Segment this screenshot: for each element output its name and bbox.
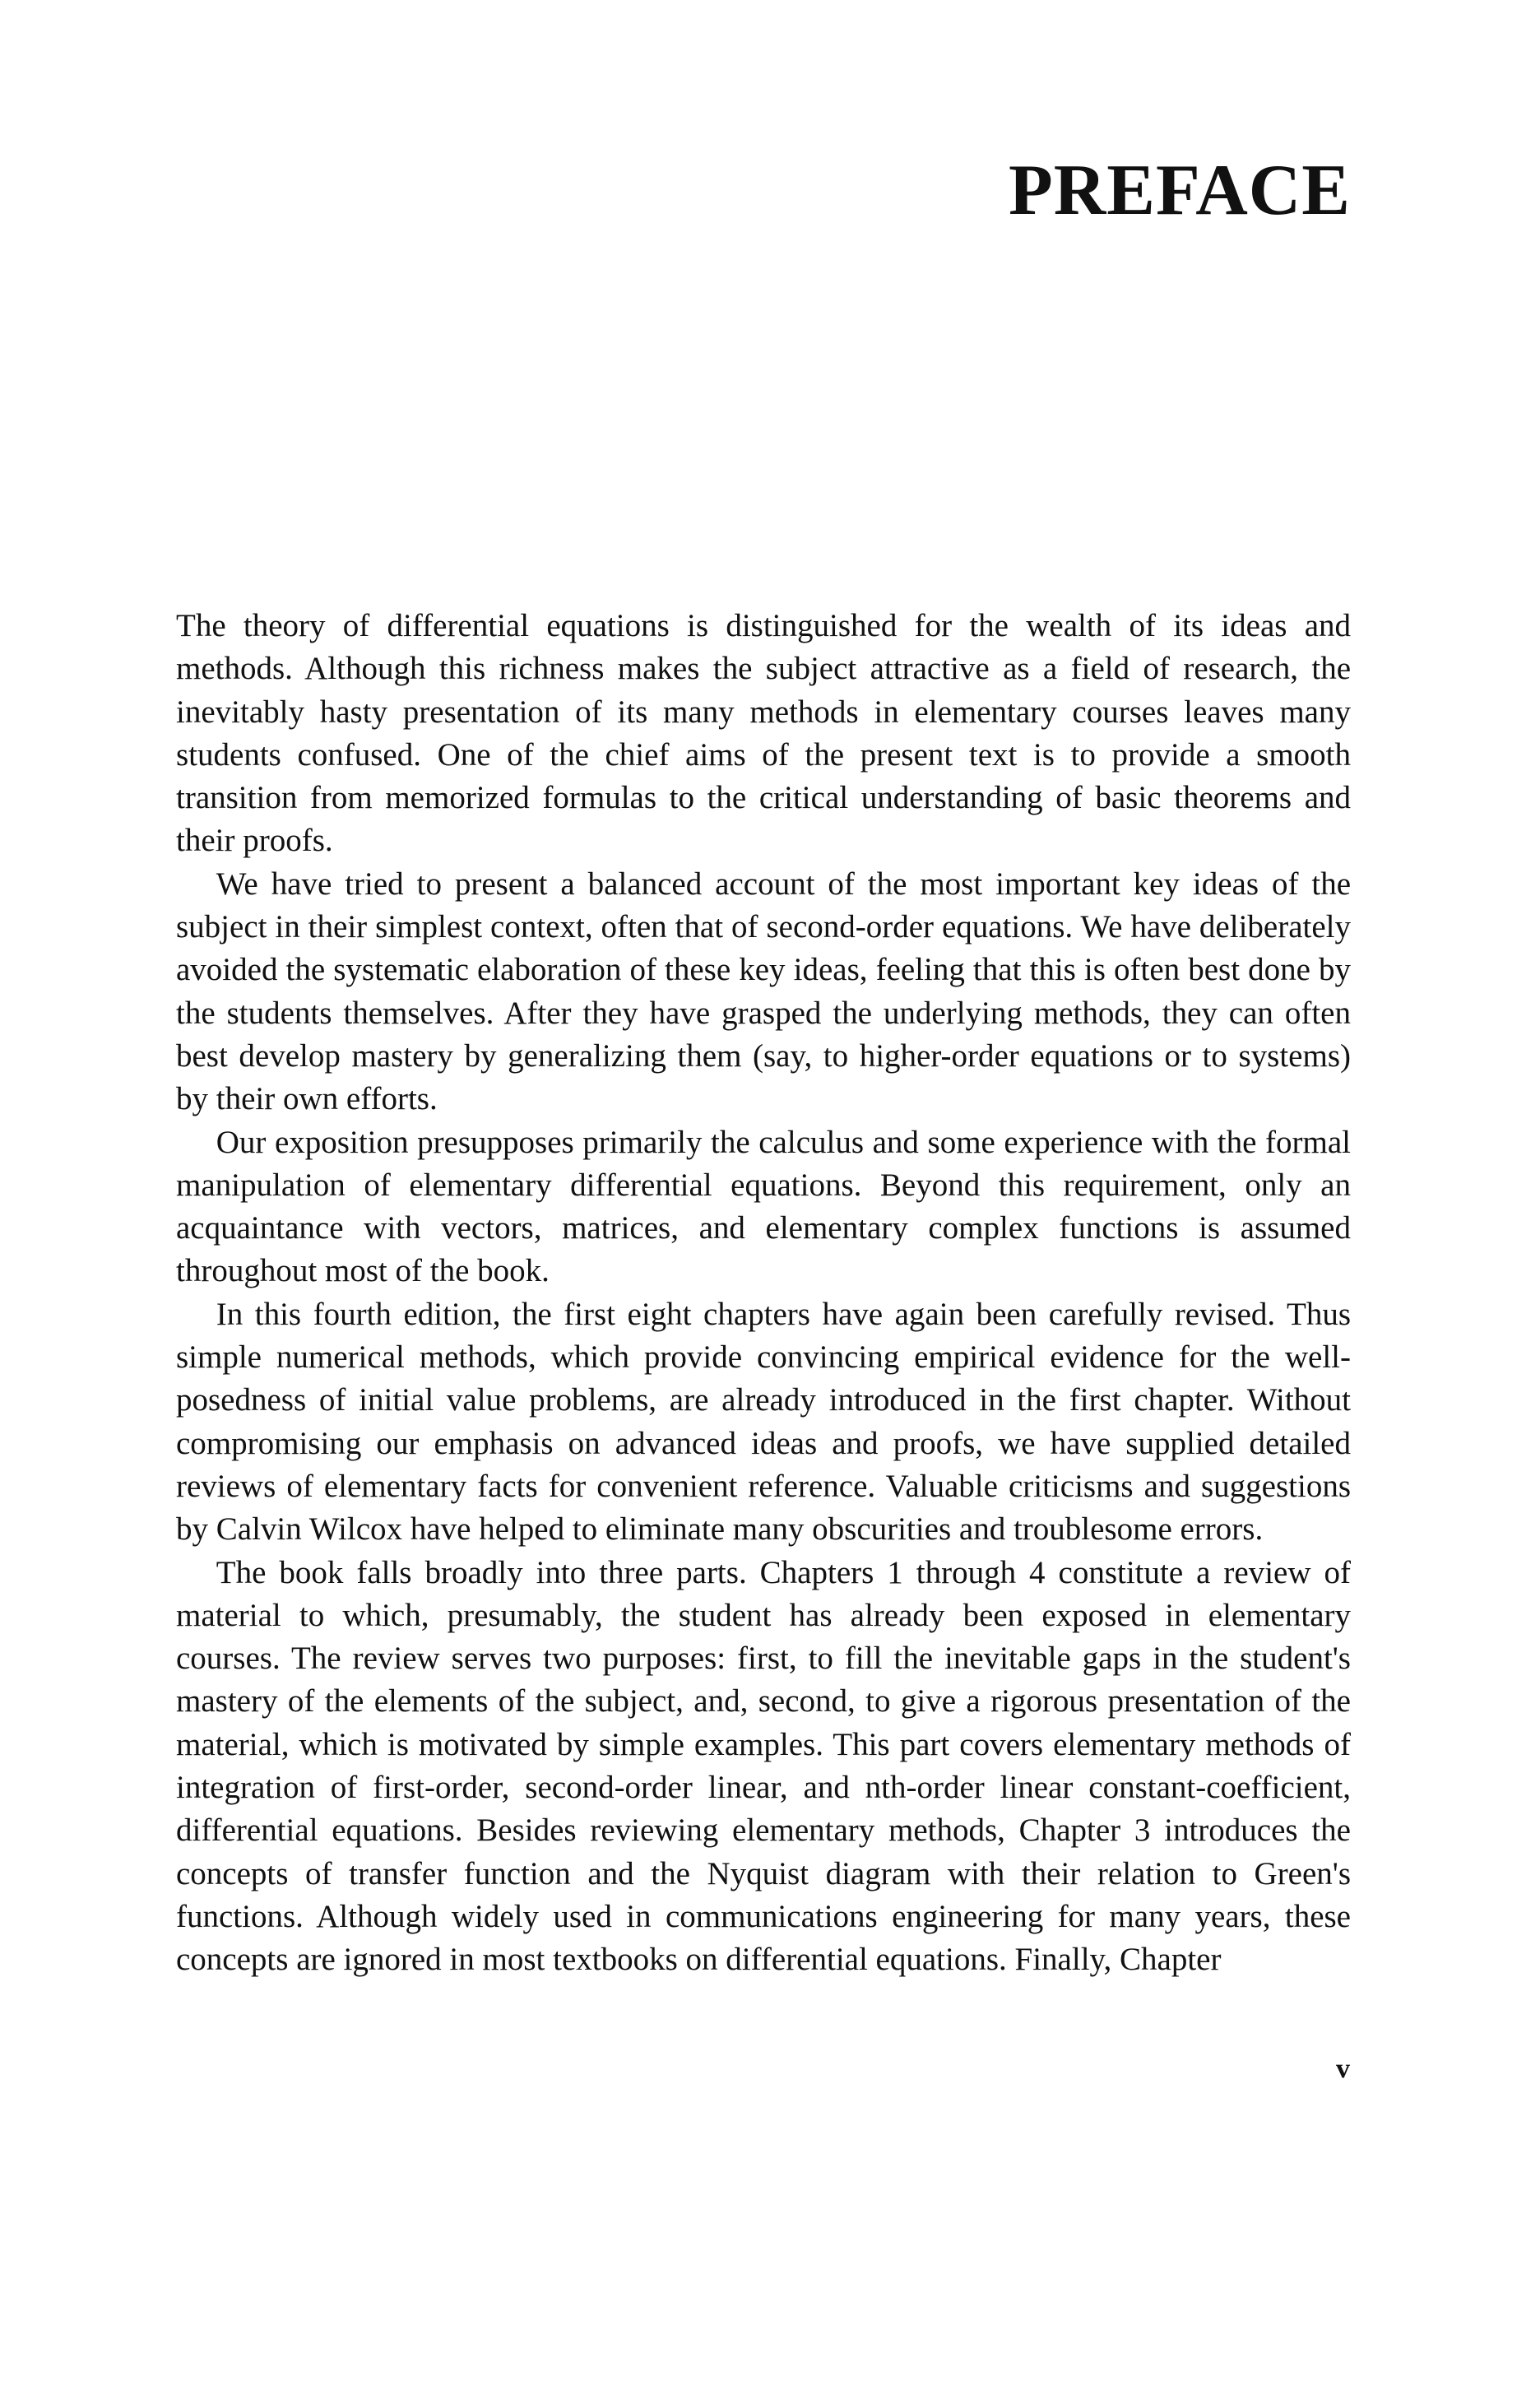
preface-body xyxy=(176,605,1351,1982)
paragraph-3: Our exposition presupposes primarily the calculus and some experience with the formal manipulation of elementary differential equations. Beyond this requirement, only an acquaintance with vectors, matrices, and elementary complex functions is assumed throughout most of the book. xyxy=(176,1124,1351,1289)
paragraph-1: The theory of differential equations is distinguished for the wealth of its ideas and methods. Although this richness makes the subject attractive as a field of research, the inevitably hasty presentation of its many methods in elementary courses leaves many students confused. One of the chief aims of the present text is to provide a smooth transition from memorized formulas to the critical understanding of basic theorems and their proofs. xyxy=(176,608,1351,859)
page-number: v xyxy=(1336,2054,1350,2084)
page-title: PREFACE xyxy=(1008,151,1351,230)
paragraph-2: We have tried to present a balanced account of the most important key ideas of the subject in their simplest context, often that of second-order equations. We have deliberately avoided the systematic elaboration of these key ideas, feeling that this is often best done by the students themselves. After they have grasped the underlying methods, they can often best develop mastery by generalizing them (say, to higher-order equations or to systems) by their own efforts. xyxy=(176,866,1351,1117)
paragraph-5: The book falls broadly into three parts. Chapters 1 through 4 constitute a review of material to which, presumably, the student has already been exposed in elementary courses. The review serves two purposes: first, to fill the inevitable gaps in the student's mastery of the elements of the subject, and, second, to give a rigorous presentation of the material, which is motivated by simple examples. This part covers elementary methods of integration of first-order, second-order linear, and nth-order linear constant-coefficient, differential equations. Besides reviewing elementary methods, Chapter 3 introduces the concepts of transfer function and the Nyquist diagram with their relation to Green's functions. Although widely used in communications engineering for many years, these concepts are ignored in most textbooks on differential equations. Finally, Chapter xyxy=(176,1554,1351,1978)
paragraph-4: In this fourth edition, the first eight chapters have again been carefully revised. Thus simple numerical methods, which provide convincing empirical evidence for the well-posedness of initial value problems, are already introduced in the first chapter. Without compromising our emphasis on advanced ideas and proofs, we have supplied detailed reviews of elementary facts for convenient reference. Valuable criticisms and suggestions by Calvin Wilcox have helped to eliminate many obscurities and troublesome errors. xyxy=(176,1296,1351,1548)
